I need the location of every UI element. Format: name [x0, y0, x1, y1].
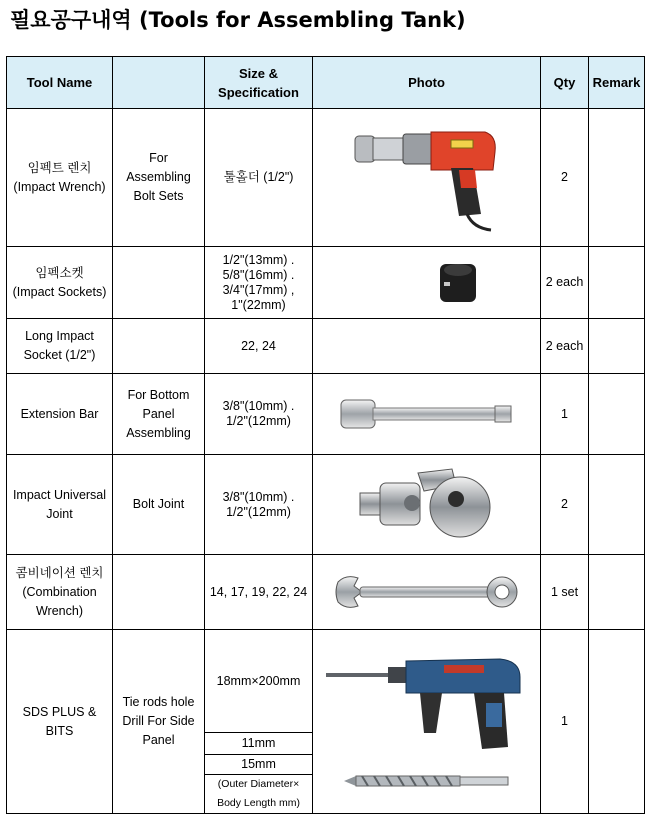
- purpose-line: Tie rods hole: [122, 695, 195, 709]
- header-remark: Remark: [589, 57, 645, 109]
- spec-line: 1/2"(12mm): [226, 504, 291, 519]
- qty-cell: 1: [541, 630, 589, 814]
- purpose-line: Assembling: [126, 170, 191, 184]
- spec-line: 툴홀더 (1/2"): [223, 170, 294, 184]
- tool-name-cell: [7, 455, 113, 555]
- spec-cell: 18mm×200mm: [205, 630, 313, 733]
- spec-cell: 11mm: [205, 733, 313, 755]
- table-row: [7, 109, 645, 247]
- rotary-hammer-drill-icon: [324, 653, 529, 753]
- tool-name-korean: 임펙소켓: [35, 265, 84, 280]
- photo-cell: [313, 109, 541, 247]
- photo-cell: [313, 319, 541, 374]
- purpose-cell: [113, 319, 205, 374]
- spec-note-cell: [205, 775, 313, 814]
- purpose-line: Panel: [142, 733, 175, 747]
- remark-cell: [589, 630, 645, 814]
- qty-cell: 2 each: [541, 247, 589, 319]
- qty-cell: 1 set: [541, 555, 589, 630]
- spec-line: 3/8"(10mm) .: [222, 489, 295, 504]
- purpose-line: Bolt Sets: [133, 189, 184, 203]
- table-row: [7, 374, 645, 455]
- spec-cell: [205, 247, 313, 319]
- photo-cell: [313, 455, 541, 555]
- spec-note-line1: (Outer Diameter×: [217, 778, 300, 790]
- purpose-line: Bolt Joint: [132, 497, 185, 511]
- spec-line: 1/2"(13mm) .: [222, 252, 295, 267]
- table-row: [7, 455, 645, 555]
- remark-cell: [589, 319, 645, 374]
- spec-line: 22, 24: [241, 338, 276, 353]
- spec-cell: [205, 319, 313, 374]
- qty-cell: 2 each: [541, 319, 589, 374]
- spec-line: 1/2"(12mm): [226, 414, 291, 428]
- header-row: [7, 57, 645, 109]
- spec-cell: [205, 455, 313, 555]
- purpose-cell: [113, 455, 205, 555]
- remark-cell: [589, 455, 645, 555]
- tool-name-english: (Impact Wrench): [13, 179, 106, 194]
- tool-name-cell: SDS PLUS & BITS: [7, 630, 113, 814]
- impact-wrench-icon: [347, 118, 507, 238]
- spec-cell: [205, 374, 313, 455]
- spec-cell: [205, 555, 313, 630]
- page-title: 필요공구내역 (Tools for Assembling Tank): [10, 8, 466, 32]
- tool-name-cell: [7, 319, 113, 374]
- table-row: [7, 630, 645, 733]
- remark-cell: [589, 247, 645, 319]
- header-qty: Qty: [541, 57, 589, 109]
- table-row: [7, 555, 645, 630]
- purpose-cell: [113, 247, 205, 319]
- purpose-line: Panel: [142, 406, 175, 421]
- combination-wrench-icon: [332, 572, 522, 612]
- header-blank: [113, 57, 205, 109]
- remark-cell: [589, 109, 645, 247]
- drill-bit-icon: [342, 771, 512, 791]
- tool-name-line2: Socket (1/2"): [23, 348, 96, 362]
- table-row: [7, 319, 645, 374]
- header-size-spec: [205, 57, 313, 109]
- tool-name-line1: Extension Bar: [20, 406, 99, 421]
- header-size-line1: Size &: [238, 65, 278, 81]
- remark-cell: [589, 555, 645, 630]
- spec-cell: [205, 109, 313, 247]
- header-size-line2: Specification: [218, 84, 299, 100]
- tool-name-english: (Combination Wrench): [22, 584, 97, 618]
- qty-cell: 2: [541, 455, 589, 555]
- tool-name-cell: [7, 374, 113, 455]
- purpose-line: Drill For Side: [122, 714, 195, 728]
- tool-name-cell: [7, 555, 113, 630]
- purpose-cell: [113, 630, 205, 814]
- purpose-cell: [113, 374, 205, 455]
- purpose-cell: [113, 109, 205, 247]
- photo-cell: [313, 247, 541, 319]
- spec-line: 5/8"(16mm) .: [222, 267, 295, 282]
- spec-line: 14, 17, 19, 22, 24: [209, 584, 308, 599]
- purpose-line: Assembling: [126, 425, 191, 440]
- tool-name-line1: Long Impact: [25, 329, 94, 343]
- tool-name-cell: [7, 109, 113, 247]
- remark-cell: [589, 374, 645, 455]
- spec-line: 3/8"(10mm) .: [222, 399, 295, 413]
- tool-name-cell: [7, 247, 113, 319]
- tool-name-korean: 임펙트 렌치: [27, 160, 92, 175]
- extension-bar-icon: [337, 394, 517, 434]
- photo-cell: [313, 374, 541, 455]
- purpose-line: For: [149, 151, 168, 165]
- header-tool-name: Tool Name: [7, 57, 113, 109]
- impact-socket-icon: [426, 258, 496, 308]
- tools-table: [6, 56, 645, 814]
- qty-cell: 2: [541, 109, 589, 247]
- purpose-line: For Bottom: [127, 387, 190, 402]
- spec-line: 3/4"(17mm) ,: [222, 282, 295, 297]
- spec-note-line2: Body Length mm): [217, 797, 300, 809]
- photo-cell: [313, 555, 541, 630]
- tool-name-line2: Joint: [46, 506, 73, 521]
- spec-line: 1"(22mm): [231, 297, 286, 312]
- table-row: [7, 247, 645, 319]
- tool-name-line1: Impact Universal: [12, 487, 107, 502]
- photo-cell: [313, 630, 541, 814]
- universal-joint-icon: [352, 465, 502, 545]
- tool-name-korean: 콤비네이션 렌치: [15, 565, 104, 580]
- spec-cell: 15mm: [205, 755, 313, 775]
- qty-cell: 1: [541, 374, 589, 455]
- tool-name-english: (Impact Sockets): [12, 284, 107, 299]
- header-photo: Photo: [313, 57, 541, 109]
- purpose-cell: [113, 555, 205, 630]
